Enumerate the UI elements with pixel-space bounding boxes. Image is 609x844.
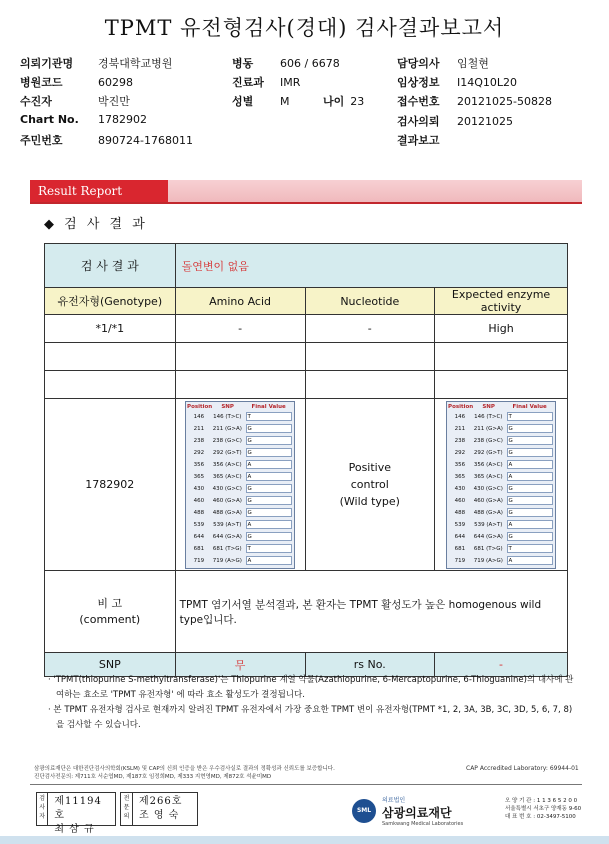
snp-row (448, 555, 554, 567)
snp-final-value: T (507, 544, 553, 553)
result-label: 검 사 결 과 (80, 259, 139, 273)
cap-accreditation: CAP Accredited Laboratory: 69944-01 (466, 765, 579, 772)
section-title: ◆ 검 사 결 과 (44, 217, 148, 232)
snp-header-position: Position (448, 403, 474, 410)
contact-info (505, 797, 581, 821)
comment-label-2: (comment) (79, 612, 141, 626)
col-enzyme-activity: Expected enzyme activity (435, 288, 568, 315)
snp-change: 365 (A>C) (212, 473, 242, 480)
snp-row (448, 447, 554, 459)
result-report-band (30, 180, 582, 204)
snp-final-value: G (507, 436, 553, 445)
snp-change: 460 (G>A) (473, 497, 503, 504)
snp-change: 211 (G>A) (473, 425, 503, 432)
control-label-cell (305, 399, 435, 571)
snp-change: 539 (A>T) (474, 521, 503, 528)
amino-acid-value: - (175, 315, 305, 343)
snp-final-value: G (507, 532, 553, 541)
snp-position: 146 (193, 413, 205, 420)
header-field (232, 55, 340, 71)
result-table (44, 243, 568, 677)
comment-text: TPMT 염기서열 분석결과, 본 환자는 TPMT 활성도가 높은 homogenous wild type입니다. (175, 571, 567, 653)
snp-position: 488 (454, 509, 466, 516)
header-field (20, 132, 193, 148)
snp-value: 무 (175, 653, 305, 677)
header-field-label: 진료과 (232, 76, 264, 89)
empty-cell (175, 371, 305, 399)
header-field (20, 74, 133, 90)
snp-change: 488 (G>A) (212, 509, 242, 516)
snp-change: 365 (A>C) (473, 473, 503, 480)
header-field-value: 20121025-50828 (457, 95, 552, 108)
snp-final-value: A (507, 520, 553, 529)
snp-position: 238 (193, 437, 205, 444)
header-field-label: 의뢰기관명 (20, 57, 74, 70)
snp-row (187, 447, 293, 459)
page-title: TPMT 유전형검사(경대) 검사결과보고서 (104, 16, 505, 40)
rs-label: rs No. (305, 653, 435, 677)
snp-change: 356 (A>C) (473, 461, 503, 468)
empty-cell (175, 343, 305, 371)
snp-position: 644 (454, 533, 466, 540)
age-value: 23 (350, 95, 365, 108)
footer-line-1: 삼광의료재단은 대한진단검사의학회(KSLM) 및 CAP의 신뢰 인증을 받은 우수검사실로 결과의 정확성과 신뢰도를 보증합니다. (34, 766, 335, 772)
snp-final-value: G (507, 424, 553, 433)
empty-cell (305, 343, 435, 371)
header-field-label: 임상정보 (397, 76, 440, 89)
note-2: · 본 TPMT 유전자형 검사로 현재까지 알려진 TPMT 유전자에서 가장 중요한 TPMT 변이 유전자형(TPMT *1, 2, 3A, 3B, 3C, 3D, 5, 6, 7, 8)을 검사할 수 있습니다. (48, 705, 573, 730)
header-field (397, 132, 457, 148)
snp-row (187, 423, 293, 435)
contact-line-2: 서울특별시 서초구 양재동 9-60 (505, 806, 582, 812)
snp-row (448, 411, 554, 423)
snp-final-value: T (246, 412, 292, 421)
snp-position: 211 (454, 425, 466, 432)
snp-panel-header (448, 403, 554, 411)
snp-label: SNP (45, 653, 176, 677)
empty-cell (45, 371, 176, 399)
result-value: 돌연변이 없음 (181, 259, 249, 273)
result-label-cell (45, 244, 176, 288)
snp-row (187, 555, 293, 567)
header-field-value: 경북대학교병원 (98, 57, 173, 70)
snp-final-value: A (246, 472, 292, 481)
snp-position: 460 (454, 497, 466, 504)
result-value-cell (175, 244, 567, 288)
header-field-label: 병원코드 (20, 76, 63, 89)
snp-position: 539 (193, 521, 205, 528)
logo-sub: 의료법인 (382, 797, 406, 804)
header-field-value: I14Q10L20 (457, 76, 518, 89)
header-field-label: 접수번호 (397, 95, 440, 108)
footer-line-2: 진단검사전문의: 제711호 서순엽MD, 제187호 임정희MD, 제333 지현영MD, 제872호 석윤미MD (34, 774, 272, 780)
snp-row (448, 435, 554, 447)
header-field-value: 박진만 (98, 95, 130, 108)
control-label-2: control (350, 478, 389, 491)
header-field (397, 74, 517, 90)
snp-row (448, 459, 554, 471)
rs-value: - (435, 653, 568, 677)
snp-change: 430 (G>C) (473, 485, 503, 492)
header-field-value: 1782902 (98, 113, 147, 126)
snp-change: 211 (G>A) (212, 425, 242, 432)
snp-row (448, 531, 554, 543)
col-amino-acid: Amino Acid (175, 288, 305, 315)
snp-row (448, 519, 554, 531)
specialist-seal-side: 전문의 (121, 793, 133, 825)
comment-label-cell (45, 571, 176, 653)
snp-final-value: G (246, 496, 292, 505)
header-field-value: 20121025 (457, 115, 513, 128)
header-field-value: 890724-1768011 (98, 134, 193, 147)
examiner-seal (36, 792, 116, 835)
bottom-strip (0, 836, 609, 844)
header-field (232, 113, 280, 126)
snp-row (448, 423, 554, 435)
specialist-seal (120, 792, 198, 826)
snp-position: 430 (193, 485, 205, 492)
snp-row (187, 459, 293, 471)
snp-position: 681 (454, 545, 466, 552)
snp-position: 539 (454, 521, 466, 528)
snp-header-snp: SNP (221, 403, 234, 410)
snp-change: 292 (G>T) (473, 449, 503, 456)
enzyme-activity-value: High (435, 315, 568, 343)
snp-header-snp: SNP (482, 403, 495, 410)
header-field-label: 검사의뢰 (397, 115, 440, 128)
control-snp-panel (446, 401, 556, 569)
snp-row (448, 471, 554, 483)
snp-change: 146 (T>C) (474, 413, 503, 420)
snp-change: 292 (G>T) (212, 449, 242, 456)
examiner-seal-side: 검사자 (37, 793, 48, 825)
snp-final-value: G (507, 448, 553, 457)
snp-change: 430 (G>C) (212, 485, 242, 492)
nucleotide-value: - (305, 315, 435, 343)
footer-divider (30, 784, 582, 785)
snp-change: 460 (G>A) (212, 497, 242, 504)
snp-change: 644 (G>A) (212, 533, 242, 540)
note-1: · 'TPMT(thiopurine S-methyltransferase)'는 Thiopurine 계열 약물(Azathiopurine, 6-Mercaptopurine, 6-Thioguanine)의 대사에 관여하는 효소로 'TPMT 유전자형' 에 따라 효소 활성도가 결정됩니다. (48, 675, 574, 700)
snp-position: 430 (454, 485, 466, 492)
header-field-label: 수진자 (20, 95, 52, 108)
snp-row (187, 411, 293, 423)
header-field-label: 성별 (232, 95, 254, 108)
header-field (20, 93, 130, 109)
snp-position: 365 (193, 473, 205, 480)
snp-final-value: G (507, 508, 553, 517)
header-field-value: 606 / 6678 (280, 57, 340, 70)
snp-position: 460 (193, 497, 205, 504)
header-field (397, 55, 489, 71)
snp-header-final: Final Value (251, 403, 286, 410)
snp-change: 719 (A>G) (473, 557, 503, 564)
header-field-label: 주민번호 (20, 134, 63, 147)
genotype-value: *1/*1 (45, 315, 176, 343)
snp-change: 539 (A>T) (213, 521, 242, 528)
patient-snp-panel (185, 401, 295, 569)
header-field (232, 132, 280, 145)
examiner-license: 제11194호 (54, 796, 102, 821)
snp-final-value: G (246, 448, 292, 457)
examiner-name: 최 삼 규 (54, 824, 95, 835)
contact-line-3: 대 표 번 호 : 02-3497-5100 (505, 814, 576, 820)
empty-cell (435, 343, 568, 371)
snp-change: 238 (G>C) (212, 437, 242, 444)
snp-row (448, 507, 554, 519)
age-field (323, 93, 364, 109)
snp-final-value: G (246, 484, 292, 493)
snp-position: 211 (193, 425, 205, 432)
control-label-3: (Wild type) (339, 495, 400, 508)
snp-final-value: A (246, 556, 292, 565)
snp-position: 488 (193, 509, 205, 516)
control-label-1: Positive (348, 461, 391, 474)
empty-cell (435, 371, 568, 399)
snp-final-value: T (507, 412, 553, 421)
snp-final-value: G (246, 436, 292, 445)
snp-position: 238 (454, 437, 466, 444)
logo-english: Samkwang Medical Laboratories (382, 821, 464, 827)
snp-final-value: A (246, 520, 292, 529)
snp-position: 719 (454, 557, 466, 564)
patient-snp-cell (175, 399, 305, 571)
comment-label-1: 비 고 (97, 596, 123, 610)
header-field-value: 임철현 (457, 57, 489, 70)
header-field (232, 93, 290, 109)
snp-position: 356 (193, 461, 205, 468)
footer-text (34, 765, 335, 781)
snp-change: 681 (T>G) (212, 545, 242, 552)
snp-change: 356 (A>C) (212, 461, 242, 468)
snp-final-value: A (246, 460, 292, 469)
snp-row (448, 543, 554, 555)
sample-id: 1782902 (45, 399, 176, 571)
header-field-label: 결과보고 (397, 134, 440, 147)
snp-change: 719 (A>G) (212, 557, 242, 564)
snp-row (448, 483, 554, 495)
snp-row (187, 531, 293, 543)
snp-position: 365 (454, 473, 466, 480)
empty-cell (45, 343, 176, 371)
snp-change: 238 (G>C) (473, 437, 503, 444)
header-field (20, 55, 172, 71)
snp-final-value: G (507, 484, 553, 493)
snp-panel-header (187, 403, 293, 411)
snp-position: 719 (193, 557, 205, 564)
snp-position: 681 (193, 545, 205, 552)
snp-final-value: G (246, 508, 292, 517)
header-field-label: Chart No. (20, 113, 79, 126)
header-field-value: M (280, 95, 290, 108)
snp-position: 356 (454, 461, 466, 468)
snp-position: 292 (454, 449, 466, 456)
snp-header-position: Position (187, 403, 213, 410)
header-field-label: 담당의사 (397, 57, 440, 70)
snp-final-value: G (246, 532, 292, 541)
snp-final-value: G (246, 424, 292, 433)
snp-final-value: A (507, 556, 553, 565)
snp-final-value: G (507, 496, 553, 505)
snp-row (187, 483, 293, 495)
notes (46, 673, 576, 733)
header-field (397, 113, 513, 129)
snp-row (187, 435, 293, 447)
empty-cell (305, 371, 435, 399)
snp-row (187, 495, 293, 507)
lab-logo (352, 794, 502, 828)
specialist-name: 조 영 숙 (139, 810, 180, 821)
snp-row (187, 519, 293, 531)
header-field (232, 74, 300, 90)
snp-row (448, 495, 554, 507)
snp-final-value: T (246, 544, 292, 553)
contact-line-1: 오 양 기 관 : 1 1 3 6 5 2 0 0 (505, 798, 578, 804)
age-label: 나이 (323, 95, 345, 108)
logo-name: 삼광의료재단 (382, 806, 452, 820)
header-field (20, 113, 147, 126)
snp-header-final: Final Value (512, 403, 547, 410)
col-genotype: 유전자형(Genotype) (45, 288, 176, 315)
header-field-value: 60298 (98, 76, 133, 89)
snp-change: 644 (G>A) (473, 533, 503, 540)
sml-logo-icon: SML (352, 799, 376, 823)
snp-position: 292 (193, 449, 205, 456)
header-field-value: IMR (280, 76, 301, 89)
result-report-tab: Result Report (30, 180, 168, 202)
snp-row (187, 543, 293, 555)
col-nucleotide: Nucleotide (305, 288, 435, 315)
snp-change: 488 (G>A) (473, 509, 503, 516)
snp-position: 644 (193, 533, 205, 540)
snp-change: 146 (T>C) (213, 413, 242, 420)
specialist-license: 제266호 (139, 796, 183, 807)
snp-final-value: A (507, 460, 553, 469)
snp-position: 146 (454, 413, 466, 420)
snp-change: 681 (T>G) (473, 545, 503, 552)
snp-row (187, 507, 293, 519)
snp-row (187, 471, 293, 483)
snp-final-value: A (507, 472, 553, 481)
header-field-label: 병동 (232, 57, 254, 70)
control-snp-cell (435, 399, 568, 571)
header-field (397, 93, 552, 109)
